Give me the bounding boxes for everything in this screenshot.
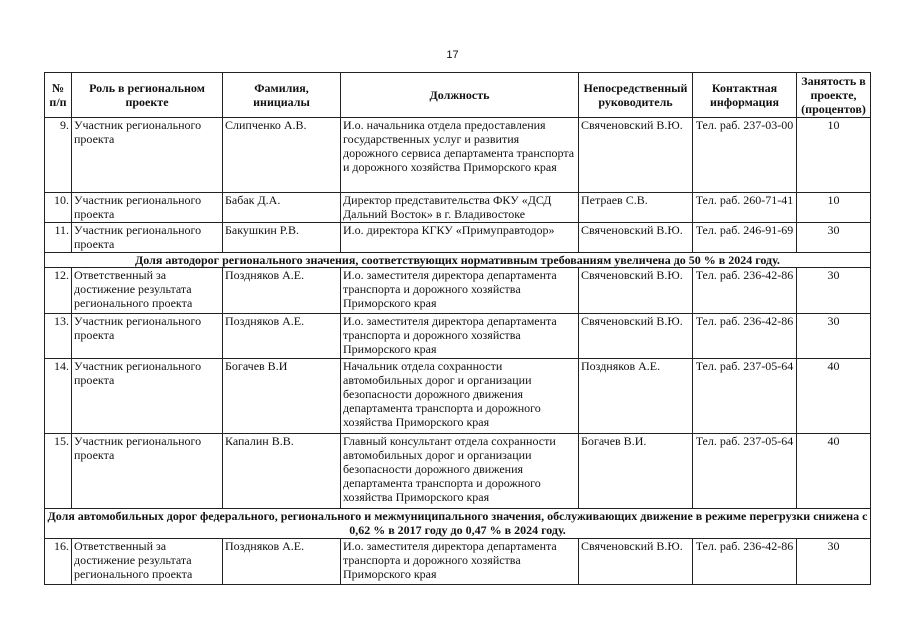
header-load: Занятость в проекте, (процентов): [797, 73, 871, 118]
row-supervisor: Поздняков А.Е.: [579, 359, 693, 434]
row-name: Слипченко А.В.: [223, 118, 341, 193]
row-load: 10: [797, 118, 871, 193]
row-contact: Тел. раб. 237-05-64: [693, 434, 797, 509]
header-supervisor: Непосредственный руководитель: [579, 73, 693, 118]
row-num: 14.: [45, 359, 72, 434]
row-name: Бабак Д.А.: [223, 193, 341, 223]
table-row: [45, 359, 871, 434]
header-contact: Контактная информация: [693, 73, 797, 118]
row-role: Ответственный за достижение результата регионального проекта: [72, 268, 223, 314]
table-row: [45, 223, 871, 253]
row-position: Начальник отдела сохранности автомобильных дорог и организации безопасности дорожного движения департамента транспорта и дорожного хозяйства Приморского края: [341, 359, 579, 434]
row-position: Директор представительства ФКУ «ДСД Дальний Восток» в г. Владивостоке: [341, 193, 579, 223]
row-name: Поздняков А.Е.: [223, 539, 341, 585]
row-num: 16.: [45, 539, 72, 585]
header-role: Роль в региональном проекте: [72, 73, 223, 118]
row-supervisor: Свяченовский В.Ю.: [579, 268, 693, 314]
row-name: Поздняков А.Е.: [223, 268, 341, 314]
row-contact: Тел. раб. 236-42-86: [693, 314, 797, 359]
row-role: Участник регионального проекта: [72, 359, 223, 434]
section-heading: Доля автодорог регионального значения, соответствующих нормативным требованиям увеличена до 50 % в 2024 году.: [45, 253, 871, 268]
row-role: Участник регионального проекта: [72, 223, 223, 253]
row-role: Участник регионального проекта: [72, 434, 223, 509]
header-name: Фамилия, инициалы: [223, 73, 341, 118]
row-supervisor: Свяченовский В.Ю.: [579, 223, 693, 253]
table-row: [45, 193, 871, 223]
row-contact: Тел. раб. 236-42-86: [693, 539, 797, 585]
row-num: 13.: [45, 314, 72, 359]
table-row: [45, 268, 871, 314]
row-position: И.о. заместителя директора департамента транспорта и дорожного хозяйства Приморского края: [341, 539, 579, 585]
row-num: 12.: [45, 268, 72, 314]
row-contact: Тел. раб. 237-03-00: [693, 118, 797, 193]
row-num: 10.: [45, 193, 72, 223]
row-supervisor: Свяченовский В.Ю.: [579, 314, 693, 359]
row-num: 11.: [45, 223, 72, 253]
row-load: 30: [797, 223, 871, 253]
row-contact: Тел. раб. 237-05-64: [693, 359, 797, 434]
row-role: Участник регионального проекта: [72, 314, 223, 359]
section-heading: Доля автомобильных дорог федерального, регионального и межмуниципального значения, обслуживающих движение в режиме перегрузки снижена с 0,62 % в 2017 году до 0,47 % в 2024 году.: [45, 509, 871, 539]
row-name: Богачев В.И: [223, 359, 341, 434]
header-num: № п/п: [45, 73, 72, 118]
header-row: [45, 73, 871, 118]
header-position: Должность: [341, 73, 579, 118]
row-load: 40: [797, 359, 871, 434]
table-row: [45, 434, 871, 509]
section-row: [45, 509, 871, 539]
row-name: Поздняков А.Е.: [223, 314, 341, 359]
row-supervisor: Свяченовский В.Ю.: [579, 539, 693, 585]
row-supervisor: Свяченовский В.Ю.: [579, 118, 693, 193]
row-position: И.о. заместителя директора департамента транспорта и дорожного хозяйства Приморского края: [341, 268, 579, 314]
table-row: [45, 314, 871, 359]
row-position: И.о. заместителя директора департамента транспорта и дорожного хозяйства Приморского края: [341, 314, 579, 359]
row-load: 30: [797, 268, 871, 314]
row-position: Главный консультант отдела сохранности автомобильных дорог и организации безопасности дорожного движения департамента транспорта и дорожного хозяйства Приморского края: [341, 434, 579, 509]
row-num: 15.: [45, 434, 72, 509]
row-position: И.о. начальника отдела предоставления государственных услуг и развития дорожного сервиса департамента транспорта и дорожного хозяйства Приморского края: [341, 118, 579, 193]
row-role: Участник регионального проекта: [72, 193, 223, 223]
row-contact: Тел. раб. 236-42-86: [693, 268, 797, 314]
row-num: 9.: [45, 118, 72, 193]
row-role: Ответственный за достижение результата регионального проекта: [72, 539, 223, 585]
table-row: [45, 539, 871, 585]
table-row: [45, 118, 871, 193]
row-load: 30: [797, 539, 871, 585]
row-name: Бакушкин Р.В.: [223, 223, 341, 253]
row-supervisor: Богачев В.И.: [579, 434, 693, 509]
row-contact: Тел. раб. 246-91-69: [693, 223, 797, 253]
row-load: 30: [797, 314, 871, 359]
row-supervisor: Петраев С.В.: [579, 193, 693, 223]
project-team-table: [44, 72, 871, 585]
section-row: [45, 253, 871, 268]
page-number: 17: [446, 49, 459, 61]
row-position: И.о. директора КГКУ «Примуправтодор»: [341, 223, 579, 253]
row-contact: Тел. раб. 260-71-41: [693, 193, 797, 223]
row-role: Участник регионального проекта: [72, 118, 223, 193]
row-load: 40: [797, 434, 871, 509]
row-load: 10: [797, 193, 871, 223]
row-name: Капалин В.В.: [223, 434, 341, 509]
